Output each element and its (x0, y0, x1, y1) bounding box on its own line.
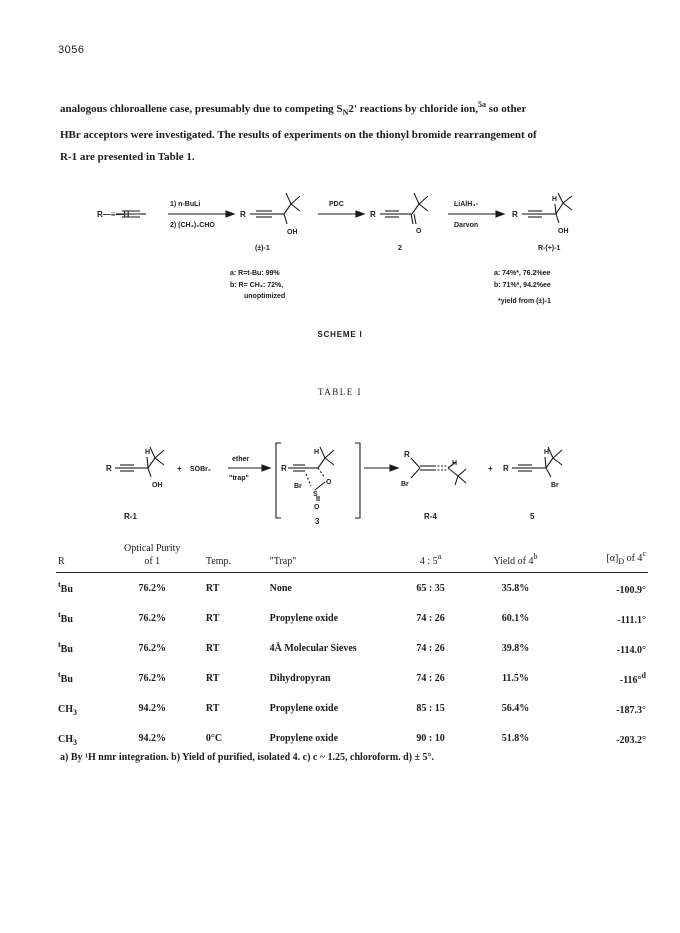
compound-label-r-1: R-(+)-1 (538, 245, 561, 252)
header-r: R (58, 556, 65, 567)
cell-yield: 60.1% (501, 612, 530, 624)
rotation-value: -100.9° (616, 584, 646, 596)
reagent-lialh4: LiAlH₄- (454, 201, 478, 208)
table-title: TABLE I (317, 387, 363, 397)
page-number: 3056 (58, 44, 85, 56)
ee-note-b: b: 71%*, 94.2%ee (494, 282, 551, 289)
cell-trap: Propylene oxide (269, 612, 339, 624)
subscript: 3 (73, 707, 77, 717)
body-paragraph (60, 94, 630, 168)
footnote-marker: a (437, 552, 442, 561)
sulfur-label: S (313, 491, 318, 498)
header-ratio (394, 542, 468, 573)
cell-r (56, 603, 101, 633)
cell-rotation (563, 663, 648, 693)
table-reaction-scheme (0, 438, 680, 530)
start-alkyne: R—≡—H (97, 210, 130, 219)
paragraph-text: analogous chloroallene case, presumably due to competing S (60, 103, 343, 115)
r-group: R (240, 210, 246, 219)
cell-temp: RT (205, 672, 220, 684)
r-group: R (106, 464, 112, 473)
plus-sign: + (177, 464, 182, 473)
superscript: t (58, 669, 61, 679)
hydroxyl-label: OH (287, 229, 298, 236)
bromine-label: Br (294, 483, 302, 490)
table-row (56, 663, 648, 693)
r-group: R (370, 210, 376, 219)
bromine-label: Br (401, 481, 409, 488)
superscript: t (58, 579, 61, 589)
cell-ratio: 74 : 26 (416, 672, 445, 684)
scheme-one (0, 190, 680, 330)
cell-optical-purity: 76.2% (138, 672, 166, 684)
r-group-text: Bu (60, 613, 73, 625)
r-group-text: Bu (60, 643, 73, 655)
ee-note-c: *yield from (±)-1 (498, 298, 551, 305)
header-rotation (563, 542, 648, 573)
reagent-pdc: PDC (329, 201, 344, 208)
cell-temp: RT (205, 642, 220, 654)
table-row (56, 603, 648, 633)
table-footnote: a) By ¹H nmr integration. b) Yield of purified, isolated 4. c) c ~ 1.25, chloroform. d) ± 5°. (60, 752, 435, 763)
cell-temp: 0°C (205, 732, 223, 744)
cell-ratio: 65 : 35 (416, 582, 445, 594)
rotation-value: -116° (619, 674, 642, 686)
yield-note-c: unoptimized (244, 293, 286, 300)
footnote-marker: b (533, 552, 538, 561)
header-text: Optical Purity (124, 543, 181, 554)
hydrogen-label: H (552, 196, 558, 203)
footnote-marker: d (641, 670, 646, 680)
cell-rotation (563, 693, 648, 723)
superscript: t (58, 609, 61, 619)
header-text: 4 : 5 (419, 556, 438, 567)
cell-optical-purity: 94.2% (138, 702, 166, 714)
cell-trap: Propylene oxide (269, 732, 339, 744)
r-group: R (512, 210, 518, 219)
r-group: R (404, 450, 410, 459)
hydroxyl-label: OH (152, 482, 163, 489)
header-text: of 4 (624, 553, 643, 564)
paragraph-line-2: HBr acceptors were investigated. The results of experiments on the thionyl bromide rearrangement of (60, 129, 537, 141)
trap-label: "trap" (229, 475, 249, 482)
header-text: of 1 (144, 556, 161, 567)
cell-optical-purity: 76.2% (138, 612, 166, 624)
header-optical-purity (101, 542, 204, 573)
cell-temp: RT (205, 582, 220, 594)
cell-r (56, 663, 101, 693)
oxygen-label: O (326, 479, 332, 486)
cell-r (56, 633, 101, 663)
cell-rotation (563, 573, 648, 604)
table-row (56, 573, 648, 604)
cell-trap: 4Å Molecular Sieves (269, 642, 357, 654)
r-group-text: Bu (60, 583, 73, 595)
superscript: t (58, 639, 61, 649)
cell-yield: 35.8% (501, 582, 530, 594)
cell-optical-purity: 76.2% (138, 642, 166, 654)
cell-trap: Dihydropyran (269, 672, 331, 684)
rotation-value: -111.1° (617, 614, 646, 626)
hydrogen-label: H (314, 449, 320, 456)
cell-r (56, 723, 101, 753)
compound-label-5: 5 (530, 512, 535, 521)
cell-ratio: 74 : 26 (416, 642, 445, 654)
header-text: [α] (606, 553, 619, 564)
rotation-value: -114.0° (616, 644, 646, 656)
ketone-oxygen: O (416, 228, 422, 235)
bromine-label: Br (551, 482, 559, 489)
compound-label-r-4: R-4 (424, 512, 437, 521)
hydrogen-label: H (145, 449, 151, 456)
header-trap: "Trap" (269, 556, 297, 567)
r-group: R (281, 464, 287, 473)
compound-ref: R-1 (60, 151, 78, 163)
compound-label-3: 3 (315, 517, 320, 526)
paragraph-text: are presented in Table 1. (77, 151, 195, 163)
cell-optical-purity: 94.2% (138, 732, 166, 744)
results-table (56, 542, 648, 753)
scheme-title: SCHEME I (317, 330, 363, 339)
compound-label-racemic-1: (±)-1 (255, 245, 270, 252)
paragraph-line-1 (60, 94, 630, 124)
cell-temp: RT (205, 612, 220, 624)
cell-ratio: 85 : 15 (416, 702, 445, 714)
table-row (56, 693, 648, 723)
solvent-ether: ether (232, 456, 250, 463)
rotation-value: -203.2° (616, 734, 646, 746)
header-yield (468, 542, 564, 573)
table-header-row (56, 542, 648, 573)
cell-yield: 11.5% (501, 672, 529, 684)
header-text: Yield of 4 (493, 556, 534, 567)
reagent-step1-line1: 1) n-BuLi (170, 201, 201, 208)
cell-yield: 39.8% (501, 642, 530, 654)
cell-ratio: 90 : 10 (416, 732, 445, 744)
cell-yield: 56.4% (501, 702, 530, 714)
table-row (56, 633, 648, 663)
reagent-step1-line2: 2) (CH₃)₂CHO (170, 222, 215, 229)
yield-note-b: b: R= CH₃: 72%, (230, 282, 284, 289)
cell-trap: Propylene oxide (269, 702, 339, 714)
paragraph-text: 2' reactions by chloride ion, (348, 103, 479, 115)
table-row (56, 723, 648, 753)
r-group-text: Bu (60, 673, 73, 685)
cell-rotation (563, 603, 648, 633)
compound-label-r-1: R-1 (124, 512, 137, 521)
paragraph-text: so other (486, 103, 527, 115)
footnote-marker: c (642, 549, 646, 558)
cell-trap: None (269, 582, 292, 594)
cell-temp: RT (205, 702, 220, 714)
cell-rotation (563, 723, 648, 753)
reagent-darvon: Darvon (454, 222, 479, 229)
oxygen-label: O (314, 504, 320, 511)
cell-r (56, 693, 101, 723)
cell-ratio: 74 : 26 (416, 612, 445, 624)
hydroxyl-label: OH (558, 228, 569, 235)
rotation-value: -187.3° (616, 704, 646, 716)
subscript: N (342, 108, 349, 117)
subscript: 3 (73, 737, 77, 747)
r-group-text: CH (58, 733, 73, 745)
cell-r (56, 573, 101, 604)
ee-note-a: a: 74%*, 76.2%ee (494, 270, 551, 277)
subscript: D (618, 557, 625, 566)
cell-yield: 51.8% (501, 732, 530, 744)
r-group-text: CH (58, 703, 73, 715)
paragraph-line-3 (60, 146, 630, 168)
yield-note-a: a: R=t-Bu: 99% (230, 270, 280, 277)
r-group: R (503, 464, 509, 473)
compound-label-2: 2 (398, 245, 402, 252)
hydrogen-label: H (452, 460, 458, 467)
hydrogen-label: H (544, 449, 550, 456)
cell-rotation (563, 633, 648, 663)
plus-sign: + (488, 464, 493, 473)
superscript: 5a (478, 100, 487, 109)
header-temp: Temp. (205, 556, 232, 567)
cell-optical-purity: 76.2% (138, 582, 166, 594)
thionyl-bromide: SOBr₂ (190, 466, 212, 473)
